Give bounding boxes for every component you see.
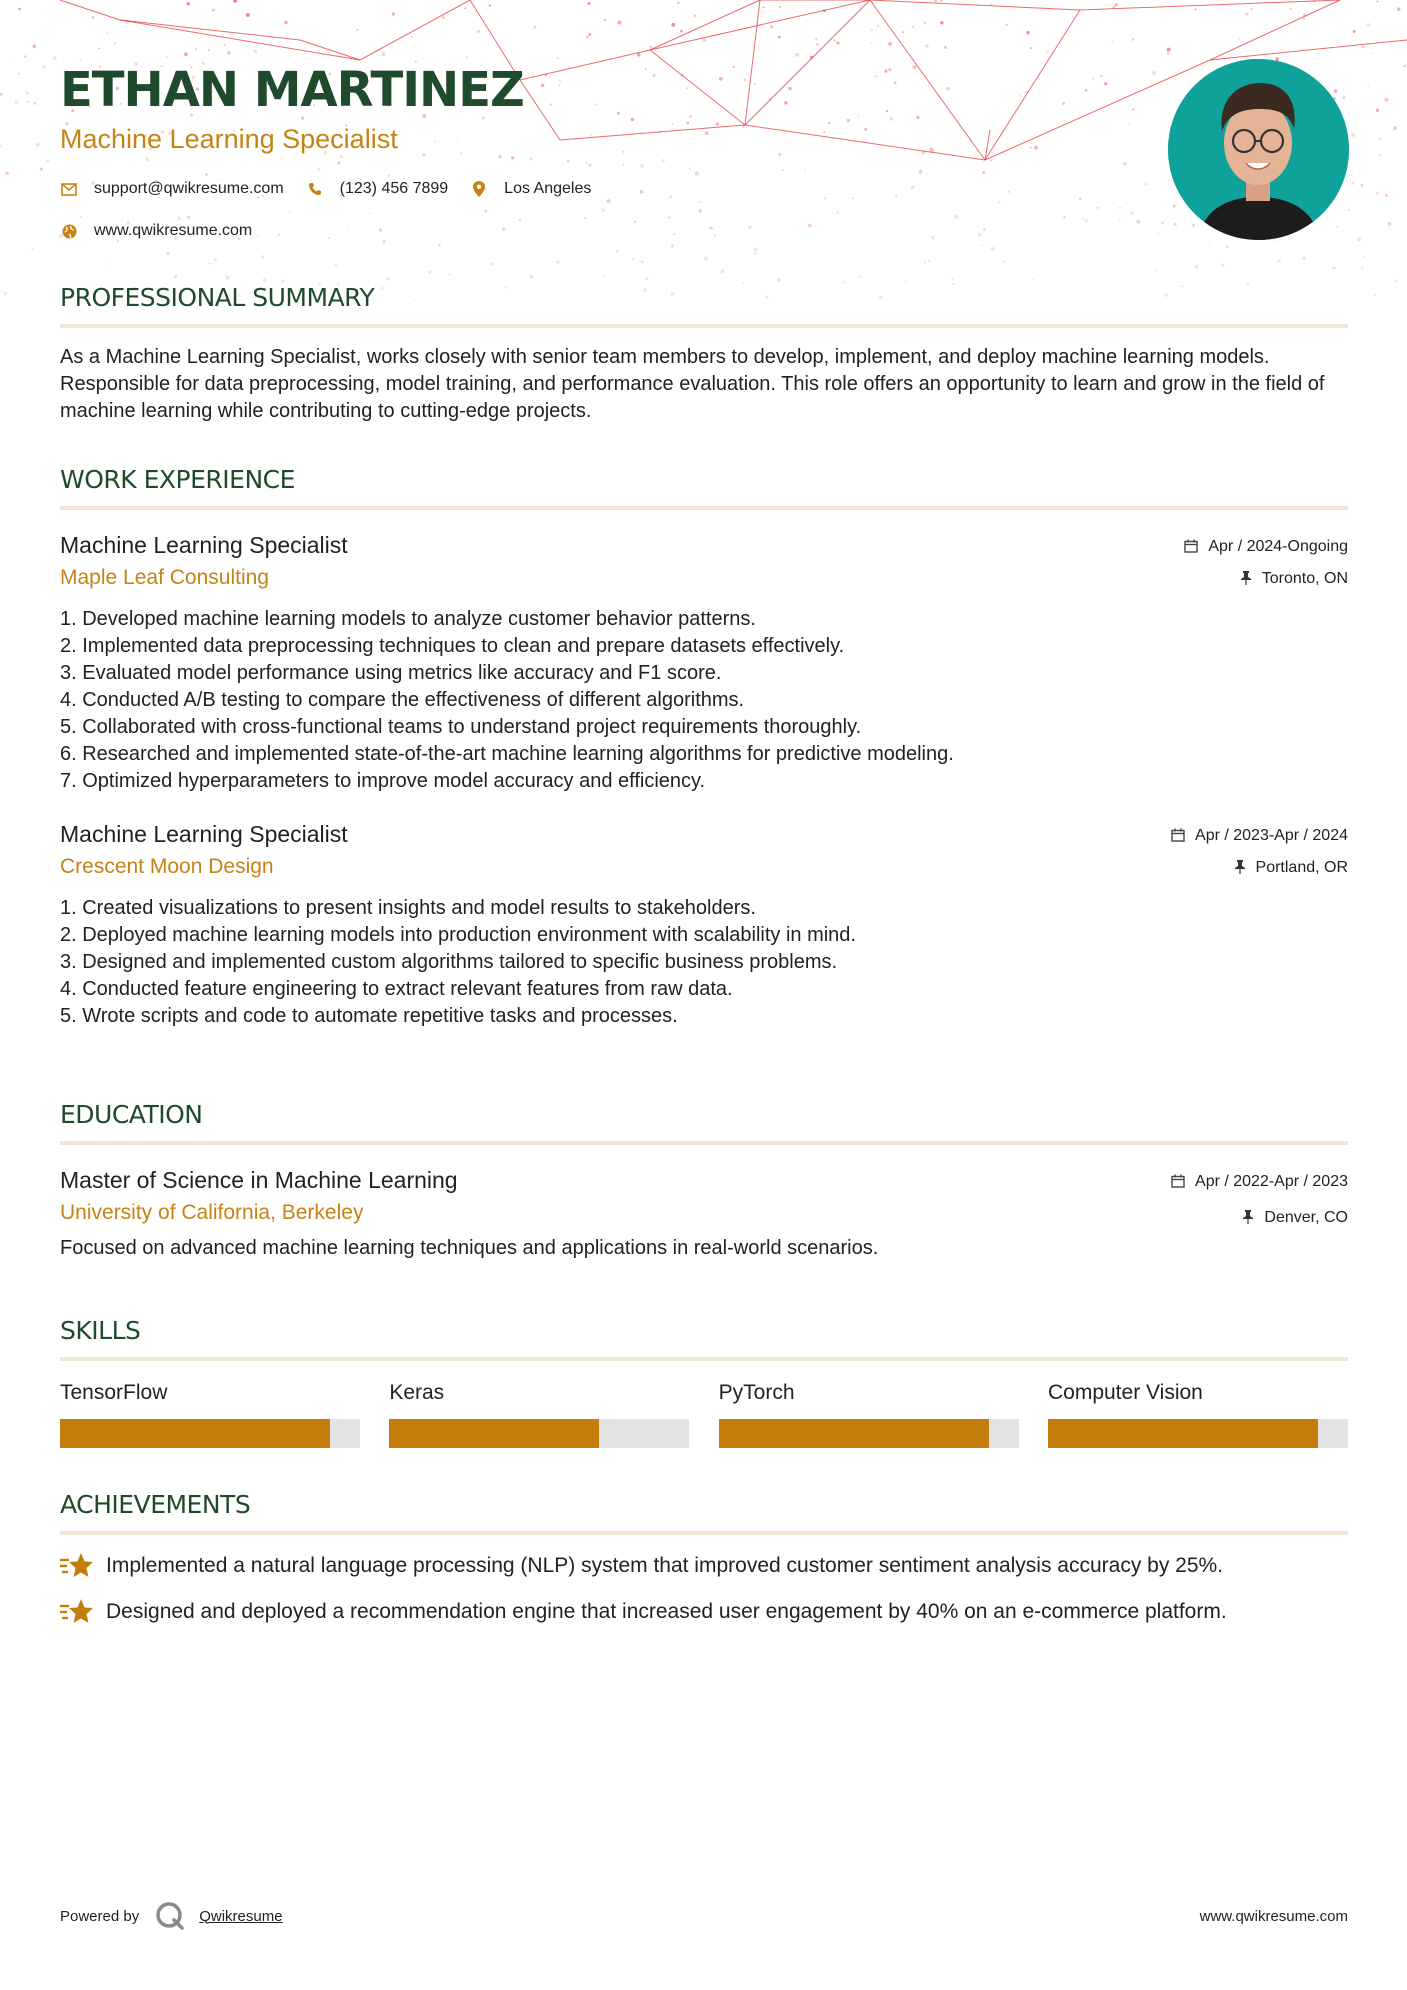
education-heading: EDUCATION [60, 1100, 203, 1129]
location-text: Los Angeles [504, 180, 592, 197]
star-icon [60, 1597, 94, 1627]
skill-level-fill [719, 1419, 989, 1448]
contact-location [470, 180, 591, 198]
brand-link[interactable]: Qwikresume [199, 1907, 283, 1925]
skill-item [60, 1379, 360, 1448]
education-section [60, 1099, 1348, 1262]
job-date-text: Apr / 2023-Apr / 2024 [1195, 827, 1348, 844]
pushpin-icon [1234, 860, 1246, 877]
education-meta [1171, 1171, 1348, 1239]
skill-item [389, 1379, 689, 1448]
section-divider [60, 1357, 1348, 1361]
education-entry [60, 1165, 1348, 1262]
pushpin-icon [1242, 1210, 1254, 1227]
page-footer [60, 1898, 1348, 1934]
job-date [1184, 536, 1348, 558]
achievement-item [60, 1551, 1348, 1581]
achievements-heading: ACHIEVEMENTS [60, 1490, 251, 1519]
experience-section [60, 464, 1348, 1030]
skills-section [60, 1315, 1348, 1448]
school-name: University of California, Berkeley [60, 1201, 364, 1224]
profile-photo [1168, 59, 1349, 240]
education-date-text: Apr / 2022-Apr / 2023 [1195, 1173, 1348, 1190]
phone-text: (123) 456 7899 [339, 180, 449, 197]
experience-heading: WORK EXPERIENCE [60, 465, 295, 494]
contact-row-secondary [60, 220, 613, 242]
list-item: 1. Created visualizations to present insights and model results to stakeholders. [60, 897, 756, 919]
job-place-text: Portland, OR [1255, 859, 1348, 876]
job-meta [1184, 536, 1348, 600]
candidate-name: ETHAN MARTINEZ [60, 62, 524, 118]
skill-level-bar [389, 1419, 689, 1448]
phone-icon [306, 180, 324, 198]
skills-heading: SKILLS [60, 1316, 141, 1345]
skill-item [719, 1379, 1019, 1448]
achievement-text: Implemented a natural language processing (NLP) system that improved customer sentiment analysis accuracy by 25%. [106, 1554, 1224, 1577]
powered-by [60, 1901, 283, 1931]
powered-by-label: Powered by [60, 1907, 140, 1925]
skill-item [1048, 1379, 1348, 1448]
job-title: Machine Learning Specialist [60, 821, 348, 847]
job-title: Machine Learning Specialist [60, 532, 348, 558]
list-item: 4. Conducted A/B testing to compare the effectiveness of different algorithms. [60, 689, 745, 711]
pushpin-icon [1240, 571, 1252, 588]
summary-section [60, 282, 1348, 425]
list-item: 5. Collaborated with cross-functional teams to understand project requirements thoroughly. [60, 716, 862, 738]
job-entry [60, 819, 1348, 1030]
contact-email[interactable] [60, 180, 284, 198]
list-item: 2. Implemented data preprocessing techniques to clean and prepare datasets effectively. [60, 635, 845, 657]
skill-name: Computer Vision [1047, 1381, 1203, 1404]
job-date-text: Apr / 2024-Ongoing [1208, 538, 1348, 555]
skill-level-bar [719, 1419, 1019, 1448]
contact-row-primary [60, 178, 613, 200]
education-place [1171, 1207, 1348, 1229]
globe-icon [60, 222, 78, 240]
job-place [1171, 857, 1348, 879]
skill-name: PyTorch [718, 1381, 795, 1404]
education-description: Focused on advanced machine learning techniques and applications in real-world scenarios. [60, 1237, 879, 1259]
skill-level-bar [60, 1419, 360, 1448]
contact-info [60, 178, 613, 242]
list-item: 3. Evaluated model performance using metrics like accuracy and F1 score. [60, 662, 722, 684]
job-meta [1171, 825, 1348, 889]
qwikresume-logo-icon [155, 1901, 185, 1931]
list-item: 1. Developed machine learning models to analyze customer behavior patterns. [60, 608, 756, 630]
list-item: 4. Conducted feature engineering to extract relevant features from raw data. [60, 978, 733, 1000]
list-item: 6. Researched and implemented state-of-the-art machine learning algorithms for predictive modeling. [60, 743, 954, 765]
achievement-text: Designed and deployed a recommendation engine that increased user engagement by 40% on an e-commerce platform. [106, 1600, 1227, 1623]
section-divider [60, 1141, 1348, 1145]
job-place-text: Toronto, ON [1261, 570, 1348, 587]
education-date [1171, 1171, 1348, 1193]
job-place [1184, 568, 1348, 590]
section-divider [60, 324, 1348, 328]
calendar-icon [1171, 828, 1185, 845]
footer-url[interactable]: www.qwikresume.com [1199, 1907, 1348, 1925]
summary-text: As a Machine Learning Specialist, works closely with senior team members to develop, implement, and deploy machine learning models. Responsible for data preprocessing, model training, and performance evaluation. This role offers an opportunity to learn and grow in the field of machine learning while contributing to cutting-edge projects. [60, 346, 1325, 422]
job-responsibilities [60, 895, 1348, 1030]
job-company: Crescent Moon Design [60, 855, 274, 878]
skills-list [60, 1379, 1348, 1448]
degree-title: Master of Science in Machine Learning [60, 1167, 458, 1193]
education-place-text: Denver, CO [1264, 1209, 1348, 1226]
contact-website[interactable] [60, 222, 252, 240]
job-date [1171, 825, 1348, 847]
calendar-icon [1171, 1174, 1185, 1191]
contact-phone[interactable] [306, 180, 449, 198]
list-item: 5. Wrote scripts and code to automate repetitive tasks and processes. [60, 1005, 678, 1027]
achievements-list [60, 1551, 1348, 1627]
job-company: Maple Leaf Consulting [60, 566, 269, 589]
skill-level-bar [1048, 1419, 1348, 1448]
skill-level-fill [389, 1419, 599, 1448]
section-divider [60, 506, 1348, 510]
calendar-icon [1184, 539, 1198, 556]
section-divider [60, 1531, 1348, 1535]
summary-heading: PROFESSIONAL SUMMARY [60, 283, 375, 312]
resume-header [60, 60, 613, 262]
list-item: 3. Designed and implemented custom algorithms tailored to specific business problems. [60, 951, 838, 973]
achievements-section [60, 1489, 1348, 1627]
skill-level-fill [1048, 1419, 1318, 1448]
job-entry [60, 530, 1348, 795]
star-icon [60, 1551, 94, 1581]
skill-name: TensorFlow [60, 1381, 168, 1404]
skill-level-fill [60, 1419, 330, 1448]
envelope-icon [60, 180, 78, 198]
achievement-item [60, 1597, 1348, 1627]
list-item: 2. Deployed machine learning models into production environment with scalability in mind. [60, 924, 856, 946]
job-responsibilities [60, 606, 1348, 795]
candidate-title: Machine Learning Specialist [60, 124, 398, 154]
skill-name: Keras [389, 1381, 445, 1404]
email-text: support@qwikresume.com [94, 180, 284, 197]
website-text: www.qwikresume.com [94, 222, 253, 239]
list-item: 7. Optimized hyperparameters to improve model accuracy and efficiency. [60, 770, 706, 792]
map-pin-icon [470, 180, 488, 198]
